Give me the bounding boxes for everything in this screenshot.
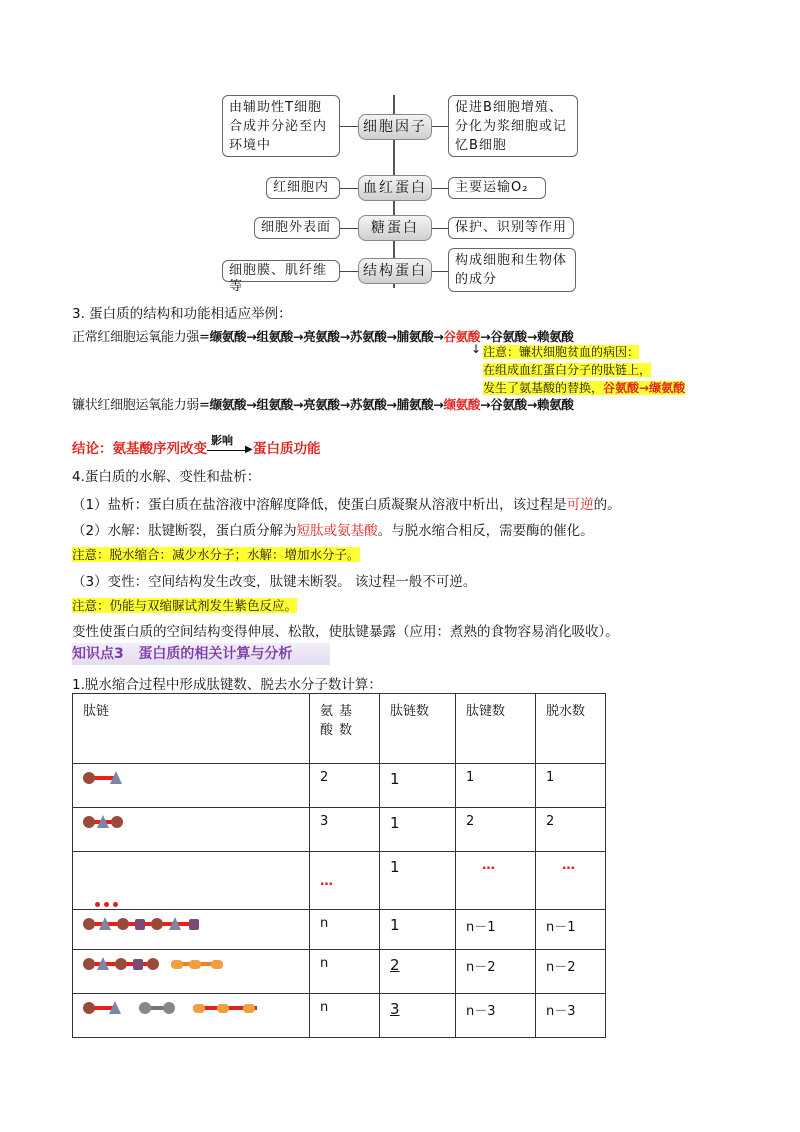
table-row <box>73 994 606 1038</box>
paragraph-hydrolysis <box>72 519 594 539</box>
sickle-seq-before: 缬氨酸→组氨酸→亮氨酸→苏氨酸→脯氨酸→ <box>209 397 444 412</box>
table-row <box>73 910 606 950</box>
cell-aa: n <box>310 950 380 994</box>
paragraph-salting-out <box>72 493 621 513</box>
cell-aa: … <box>310 852 380 910</box>
chain-diagram <box>73 764 310 808</box>
cell-water: n－2 <box>536 950 606 994</box>
cell-chains: 2 <box>380 950 456 994</box>
normal-seq-after: →谷氨酸→赖氨酸 <box>480 329 574 344</box>
conclusion-arrow-label: 影响 <box>211 434 233 447</box>
p2-text: （2）水解：肽键断裂，蛋白质分解为 <box>72 523 297 539</box>
polypeptide-icon <box>83 916 213 932</box>
two-chain-icon <box>83 956 233 972</box>
header-bonds: 肽键数 <box>456 694 536 764</box>
connector <box>432 228 448 229</box>
section4-title: 4.蛋白质的水解、变性和盐析： <box>72 469 261 485</box>
note2-text: 注意：仍能与双缩脲试剂发生紫色反应。 <box>72 598 298 613</box>
diagram-right-3: 构成细胞和生物体的成分 <box>448 248 576 292</box>
cell-chains: 1 <box>380 910 456 950</box>
cell-bonds: 2 <box>456 808 536 852</box>
connector <box>432 271 448 272</box>
cell-bonds: n－1 <box>456 910 536 950</box>
diagram-center-1: 血红蛋白 <box>358 175 432 201</box>
diagram-center-3: 结构蛋白 <box>358 258 432 284</box>
down-arrow-icon: ↓ <box>471 342 482 356</box>
cell-chains: 1 <box>380 764 456 808</box>
chain-diagram <box>73 994 310 1038</box>
diagram-right-0: 促进B细胞增殖、分化为浆细胞或记忆B细胞 <box>448 95 578 157</box>
note-line1: 注意：镰状细胞贫血的病因： <box>483 345 640 359</box>
connector <box>432 126 448 127</box>
note-line2: 在组成血红蛋白分子的肽链上， <box>483 363 652 377</box>
header-aa: 氨基酸数 <box>310 694 380 764</box>
table-header-row <box>73 694 606 764</box>
cell-chains: 1 <box>380 852 456 910</box>
cell-bonds: n－3 <box>456 994 536 1038</box>
cell-chains: 3 <box>380 994 456 1038</box>
cell-aa: n <box>310 910 380 950</box>
diagram-left-1: 红细胞内 <box>266 177 340 199</box>
cell-chains: 1 <box>380 808 456 852</box>
chain-diagram <box>73 950 310 994</box>
normal-prefix: 正常红细胞运氧能力强= <box>72 330 210 345</box>
calc-title: 1.脱水缩合过程中形成肽键数、脱去水分子数计算： <box>72 677 382 693</box>
diagram-center-0: 细胞因子 <box>358 114 432 140</box>
table-row <box>73 950 606 994</box>
diagram-left-2: 细胞外表面 <box>254 217 340 239</box>
table-row <box>73 764 606 808</box>
table-row <box>73 808 606 852</box>
cell-water: 1 <box>536 764 606 808</box>
conclusion-part2: 蛋白质功能 <box>253 441 321 457</box>
note1-text: 注意：脱水缩合：减少水分子；水解：增加水分子。 <box>72 547 360 562</box>
connector <box>340 126 358 127</box>
sickle-note <box>483 343 685 397</box>
connector <box>432 188 448 189</box>
table-row <box>73 852 606 910</box>
cell-aa: n <box>310 994 380 1038</box>
p1-end: 的。 <box>593 497 621 513</box>
p1-text: （1）盐析：蛋白质在盐溶液中溶解度降低，使蛋白质凝聚从溶液中析出，该过程是 <box>72 497 567 513</box>
knowledge-point-3-heading <box>72 643 330 665</box>
cell-water: n－3 <box>536 994 606 1038</box>
diagram-left-3: 细胞膜、肌纤维等 <box>222 260 340 282</box>
dipeptide-icon <box>83 770 131 786</box>
chain-diagram <box>73 808 310 852</box>
kp3-label: 知识点3 <box>72 646 124 662</box>
cell-aa: 3 <box>310 808 380 852</box>
connector <box>340 228 358 229</box>
diagram-left-0: 由辅助性T细胞合成并分泌至内环境中 <box>222 95 340 157</box>
cell-water: … <box>536 852 606 910</box>
note-denaturation <box>72 596 297 614</box>
paragraph-denaturation: （3）变性：空间结构发生改变，肽键未断裂。 该过程一般不可逆。 <box>72 574 477 590</box>
chain-diagram <box>73 910 310 950</box>
kp3-title: 蛋白质的相关计算与分析 <box>138 646 293 662</box>
normal-highlight: 谷氨酸 <box>443 329 481 344</box>
diagram-right-2: 保护、识别等作用 <box>448 217 574 239</box>
sickle-prefix: 镰状红细胞运氧能力弱= <box>72 398 210 413</box>
section3-title: 3. 蛋白质的结构和功能相适应举例： <box>72 306 292 322</box>
header-water: 脱水数 <box>536 694 606 764</box>
sickle-highlight: 缬氨酸 <box>443 397 481 412</box>
normal-seq-before: 缬氨酸→组氨酸→亮氨酸→苏氨酸→脯氨酸→ <box>209 329 444 344</box>
cell-bonds: … <box>456 852 536 910</box>
sickle-seq-after: →谷氨酸→赖氨酸 <box>480 397 574 412</box>
note-line3-red: 谷氨酸→缬氨酸 <box>603 381 686 395</box>
note-line3: 发生了氨基酸的替换， <box>483 381 604 395</box>
connector <box>340 188 358 189</box>
cell-water: 2 <box>536 808 606 852</box>
conclusion-arrow: 影响 ▶ <box>207 442 253 456</box>
p2-red: 短肽或氨基酸 <box>296 523 378 539</box>
tripeptide-icon <box>83 814 131 830</box>
three-chain-icon <box>83 1000 273 1016</box>
chain-diagram <box>73 852 310 910</box>
note-hydrolysis <box>72 545 360 563</box>
diagram-right-1: 主要运输O₂ <box>448 177 546 199</box>
cell-bonds: n－2 <box>456 950 536 994</box>
header-chains: 肽链数 <box>380 694 456 764</box>
cell-bonds: 1 <box>456 764 536 808</box>
cell-aa: 2 <box>310 764 380 808</box>
paragraph-denaturation-effect: 变性使蛋白质的空间结构变得伸展、松散，使肽键暴露（应用：煮熟的食物容易消化吸收）。 <box>72 624 619 640</box>
peptide-table <box>72 693 606 1038</box>
cell-water: n－1 <box>536 910 606 950</box>
connector <box>340 271 358 272</box>
diagram-center-2: 糖蛋白 <box>358 215 432 241</box>
sickle-sequence <box>72 394 574 413</box>
p1-red: 可逆 <box>566 497 594 513</box>
conclusion-part1: 结论：氨基酸序列改变 <box>72 441 207 457</box>
p2-end: 。与脱水缩合相反，需要酶的催化。 <box>377 523 594 539</box>
conclusion <box>72 434 321 457</box>
header-chain: 肽链 <box>73 694 310 764</box>
